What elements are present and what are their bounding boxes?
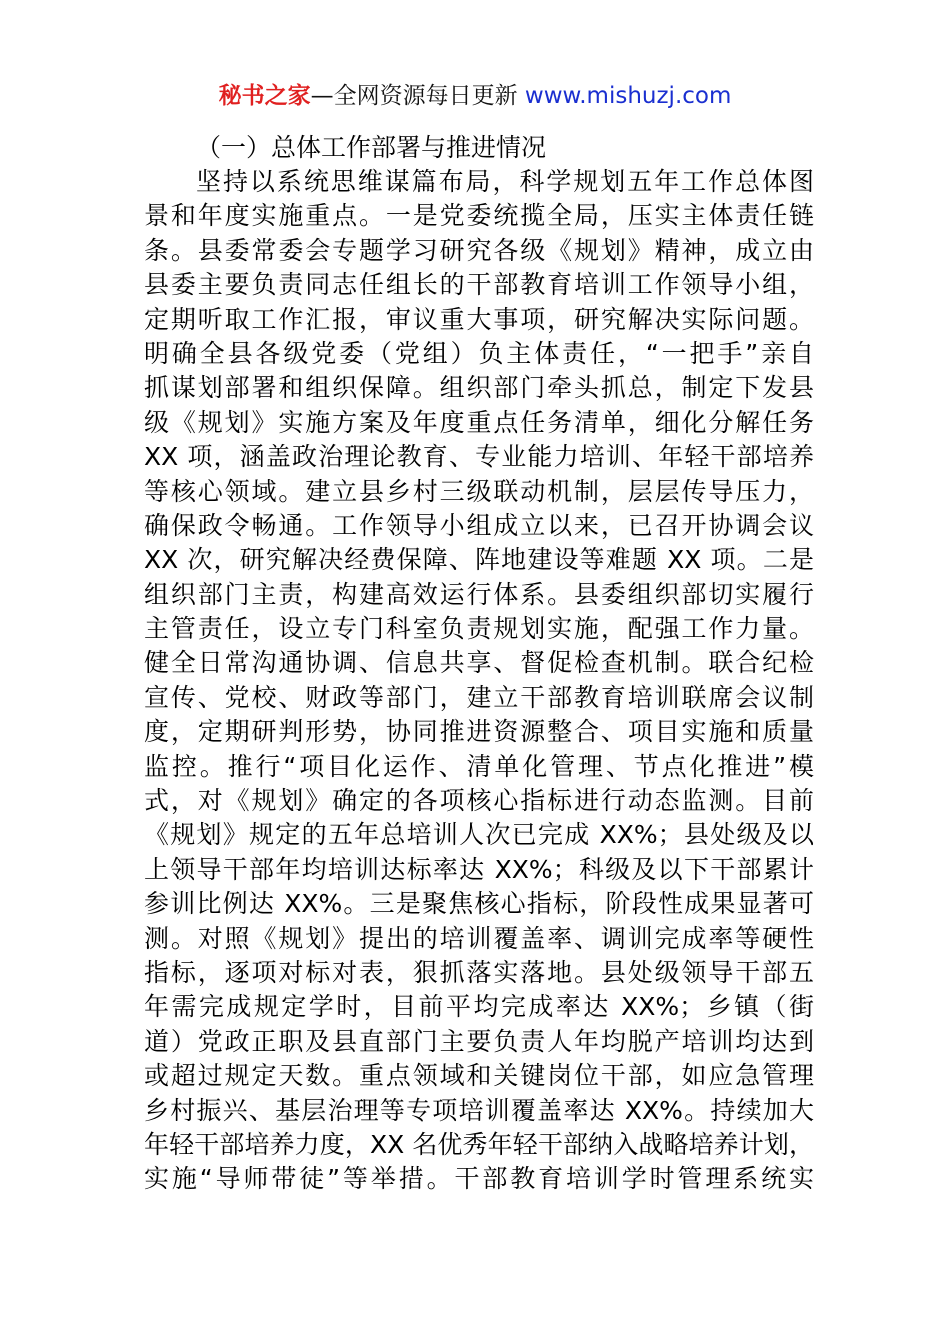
banner-tagline: —全网资源每日更新 [310, 83, 525, 109]
section-heading: （一）总体工作部署与推进情况 [196, 133, 547, 162]
text-line: 测。对照《规划》提出的培训覆盖率、调训完成率等硬性 [144, 923, 814, 953]
brand-name: 秘书之家 [218, 83, 311, 109]
text-line: 年轻干部培养力度，XX 名优秀年轻干部纳入战略培养计划， [144, 1129, 814, 1159]
text-line: 实施“导师带徒”等举措。干部教育培训学时管理系统实 [144, 1164, 814, 1194]
site-banner [0, 80, 950, 112]
text-line: 组织部门主责，构建高效运行体系。县委组织部切实履行 [144, 579, 814, 609]
text-line: XX 项，涵盖政治理论教育、专业能力培训、年轻干部培养 [144, 442, 814, 472]
text-line: 明确全县各级党委（党组）负主体责任，“一把手”亲自 [144, 338, 814, 368]
text-line: 上领导干部年均培训达标率达 XX%；科级及以下干部累计 [144, 854, 814, 884]
text-line: 坚持以系统思维谋篇布局，科学规划五年工作总体图 [196, 167, 814, 196]
text-line: 监控。推行“项目化运作、清单化管理、节点化推进”模 [144, 751, 814, 781]
text-line: 参训比例达 XX%。三是聚焦核心指标，阶段性成果显著可 [144, 889, 814, 919]
text-line: XX 次，研究解决经费保障、阵地建设等难题 XX 项。二是 [144, 545, 814, 575]
text-line: 级《规划》实施方案及年度重点任务清单，细化分解任务 [144, 407, 814, 437]
text-line: 条。县委常委会专题学习研究各级《规划》精神，成立由 [144, 235, 814, 265]
text-line: 式，对《规划》确定的各项核心指标进行动态监测。目前 [144, 786, 814, 816]
text-line: 县委主要负责同志任组长的干部教育培训工作领导小组， [144, 270, 814, 300]
text-line: 抓谋划部署和组织保障。组织部门牵头抓总，制定下发县 [144, 373, 814, 403]
text-line: 乡村振兴、基层治理等专项培训覆盖率达 XX%。持续加大 [144, 1095, 814, 1125]
document-body [144, 131, 814, 1197]
text-line: 宣传、党校、财政等部门，建立干部教育培训联席会议制 [144, 682, 814, 712]
text-line: 健全日常沟通协调、信息共享、督促检查机制。联合纪检 [144, 648, 814, 678]
paragraph [144, 165, 814, 1197]
text-line: 指标，逐项对标对表，狠抓落实落地。县处级领导干部五 [144, 957, 814, 987]
text-line: 等核心领域。建立县乡村三级联动机制，层层传导压力， [144, 476, 814, 506]
text-line: 景和年度实施重点。一是党委统揽全局，压实主体责任链 [144, 201, 814, 231]
text-line: 年需完成规定学时，目前平均完成率达 XX%；乡镇（街 [144, 992, 814, 1022]
text-line: 度，定期研判形势，协同推进资源整合、项目实施和质量 [144, 717, 814, 747]
text-line: 确保政令畅通。工作领导小组成立以来，已召开协调会议 [144, 510, 814, 540]
text-line: 主管责任，设立专门科室负责规划实施，配强工作力量。 [144, 614, 814, 644]
text-line: 《规划》规定的五年总培训人次已完成 XX%；县处级及以 [144, 820, 814, 850]
text-line: 定期听取工作汇报，审议重大事项，研究解决实际问题。 [144, 304, 814, 334]
text-line: 或超过规定天数。重点领域和关键岗位干部，如应急管理 [144, 1061, 814, 1091]
site-url-link[interactable]: www.mishuzj.com [524, 83, 732, 109]
text-line: 道）党政正职及县直部门主要负责人年均脱产培训均达到 [144, 1026, 814, 1056]
